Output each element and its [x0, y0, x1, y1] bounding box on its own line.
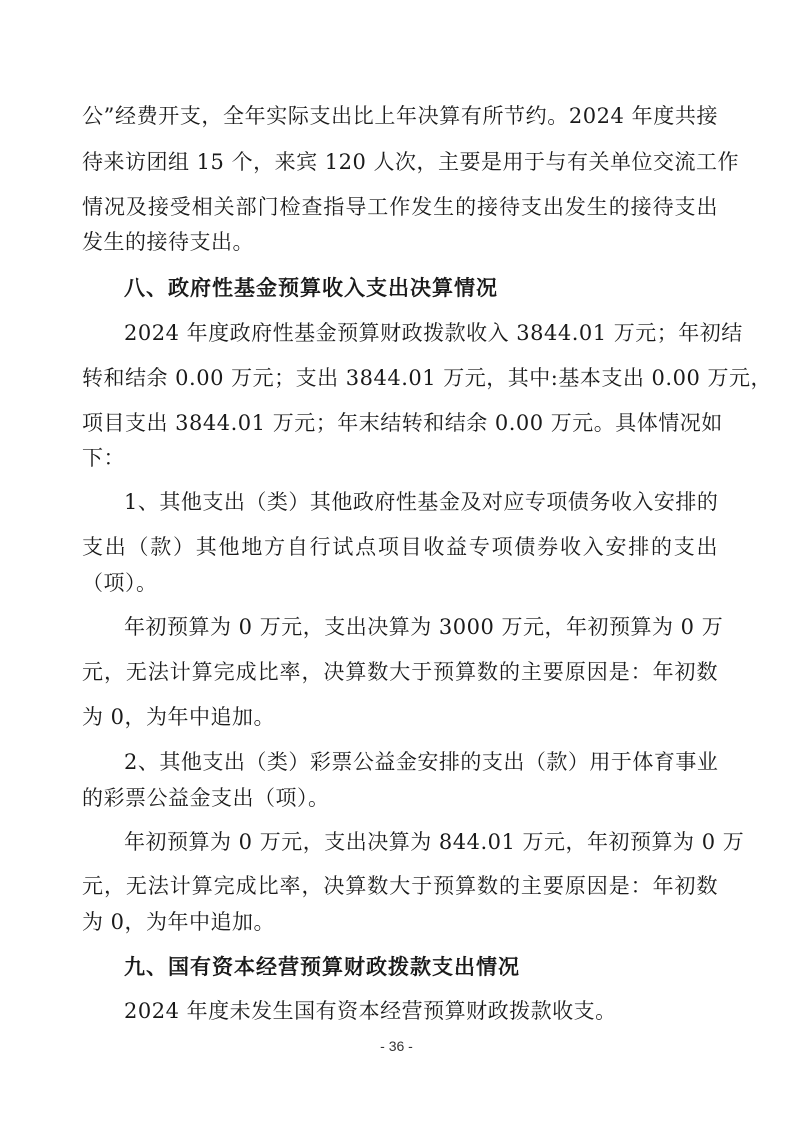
paragraph-line: 年初预算为 0 万元，支出决算为 844.01 万元，年初预算为 0 万 [124, 830, 745, 854]
paragraph-line: 转和结余 0.00 万元；支出 3844.01 万元，其中:基本支出 0.00 万元， [82, 366, 772, 390]
paragraph-line: 为 0，为年中追加。 [82, 910, 276, 934]
paragraph-line: 元，无法计算完成比率，决算数大于预算数的主要原因是：年初数 [82, 874, 718, 898]
paragraph-line: 公”经费开支，全年实际支出比上年决算有所节约。2024 年度共接 [82, 104, 718, 128]
section-heading: 八、政府性基金预算收入支出决算情况 [124, 276, 498, 300]
paragraph-line: 2、其他支出（类）彩票公益金安排的支出（款）用于体育事业 [124, 750, 719, 774]
paragraph-line: 发生的接待支出。 [82, 230, 254, 254]
paragraph-line: 2024 年度未发生国有资本经营预算财政拨款收支。 [124, 999, 617, 1023]
paragraph-line: 项目支出 3844.01 万元；年末结转和结余 0.00 万元。具体情况如 [82, 411, 723, 435]
paragraph-line: 下： [82, 446, 125, 470]
paragraph-line: 1、其他支出（类）其他政府性基金及对应专项债务收入安排的 [124, 490, 719, 514]
paragraph-line: （项）。 [82, 571, 158, 595]
paragraph-line: 年初预算为 0 万元，支出决算为 3000 万元，年初预算为 0 万 [124, 615, 724, 639]
paragraph-line: 的彩票公益金支出（项）。 [82, 786, 330, 810]
paragraph-line: 支出（款）其他地方自行试点项目收益专项债券收入安排的支出 [82, 535, 718, 559]
paragraph-line: 为 0，为年中追加。 [82, 705, 276, 729]
page-number: - 36 - [380, 1038, 413, 1054]
paragraph-line: 待来访团组 15 个，来宾 120 人次，主要是用于与有关单位交流工作 [82, 150, 740, 174]
paragraph-line: 情况及接受相关部门检查指导工作发生的接待支出发生的接待支出 [82, 195, 718, 219]
paragraph-line: 元，无法计算完成比率，决算数大于预算数的主要原因是：年初数 [82, 660, 718, 684]
paragraph-line: 2024 年度政府性基金预算财政拨款收入 3844.01 万元；年初结 [124, 321, 743, 345]
section-heading: 九、国有资本经营预算财政拨款支出情况 [124, 955, 520, 979]
